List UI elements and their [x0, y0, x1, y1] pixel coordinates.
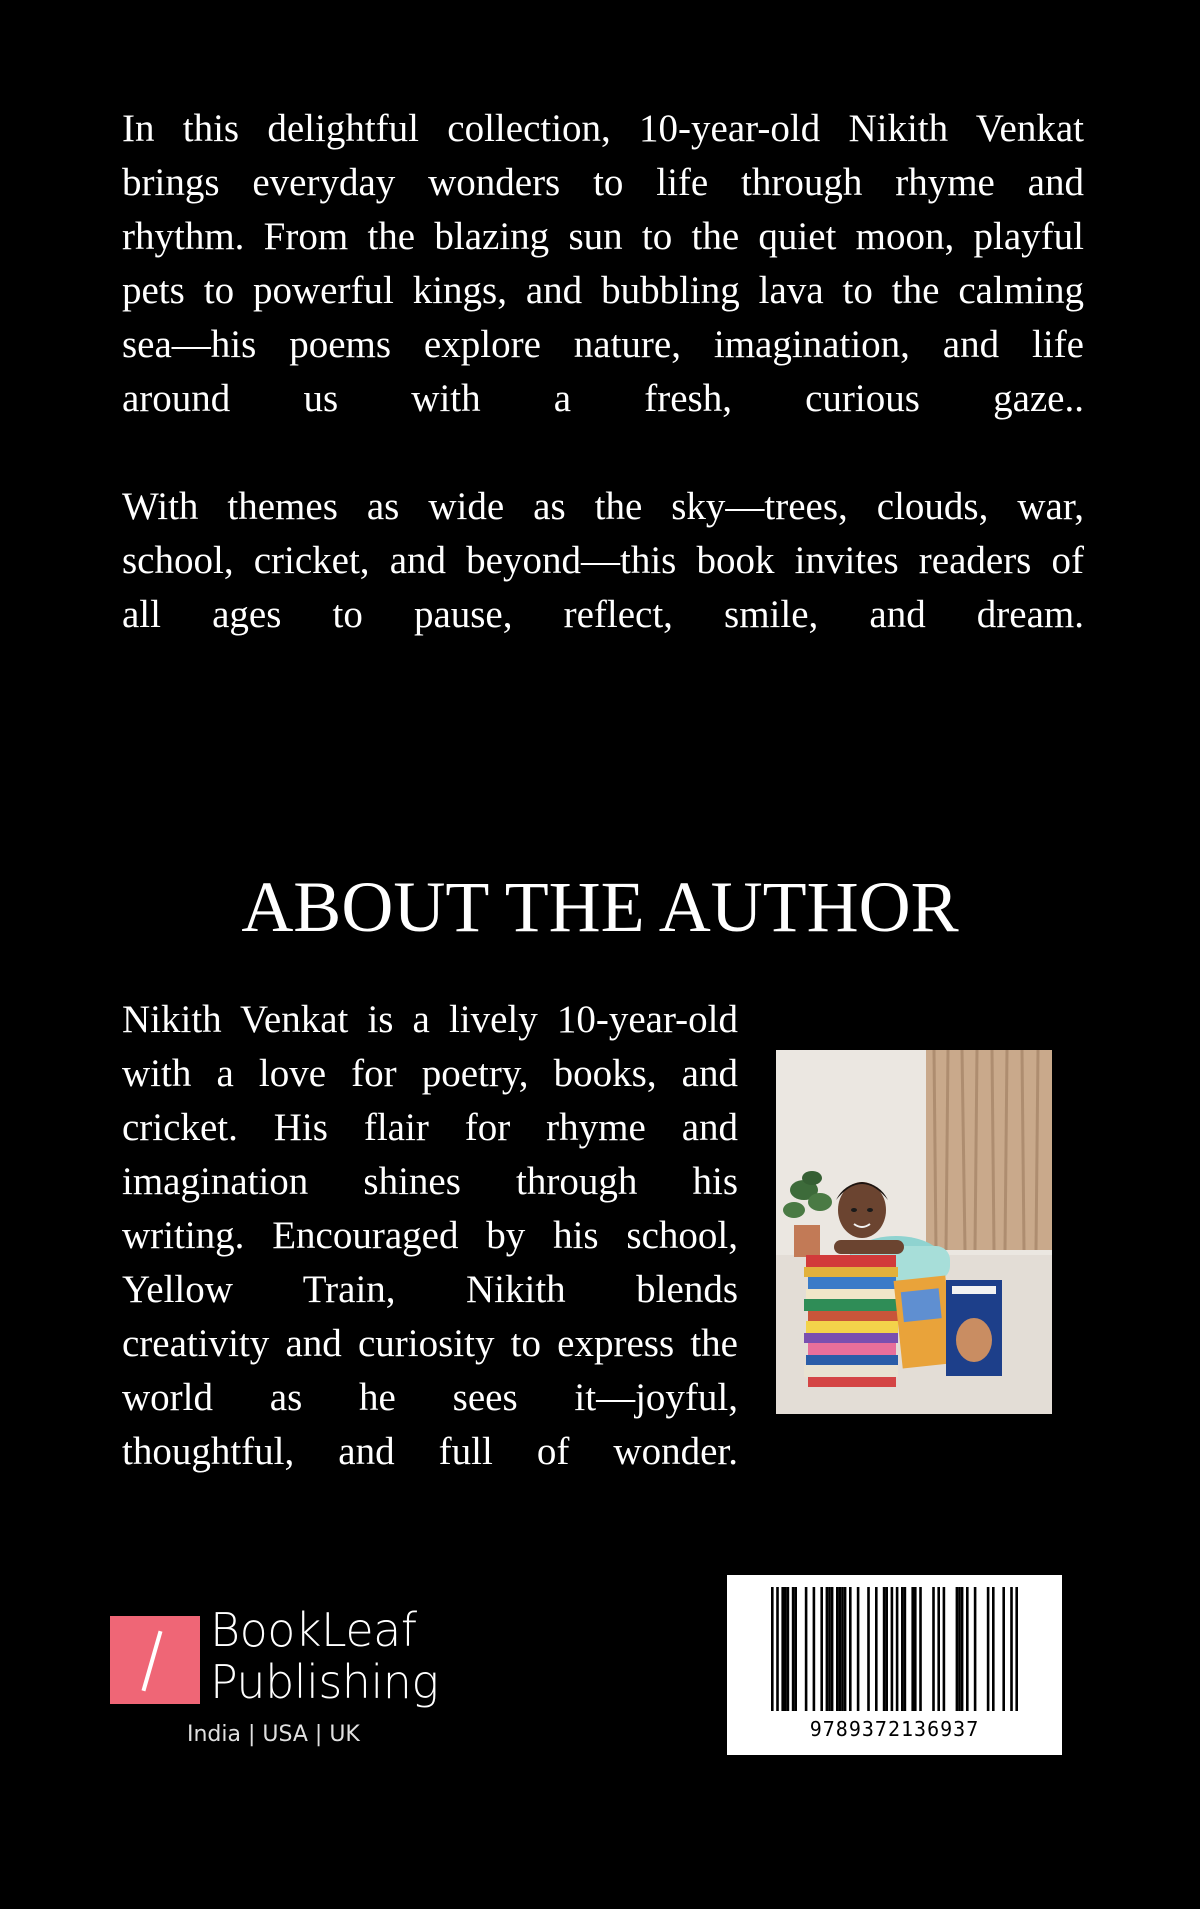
publisher-regions: India | USA | UK: [187, 1722, 360, 1747]
barcode-bar: [901, 1587, 904, 1711]
barcode-bar: [813, 1587, 816, 1711]
barcode-bar: [883, 1587, 886, 1711]
barcode-bar: [919, 1587, 922, 1711]
barcode-bar: [961, 1587, 964, 1711]
barcode-bar: [1002, 1587, 1005, 1711]
bio-line: Yellow Train, Nikith blends: [122, 1268, 738, 1311]
barcode-bar: [841, 1587, 844, 1711]
barcode-bar: [844, 1587, 847, 1711]
barcode-bar: [787, 1587, 790, 1711]
barcode-bar: [1015, 1587, 1018, 1711]
barcode-bar: [826, 1587, 829, 1711]
bio-line: world as he sees it—joyful,: [122, 1376, 738, 1419]
blurb-line: rhythm. From the blazing sun to the quiet moon, playful: [122, 215, 1084, 258]
blurb-line: brings everyday wonders to life through rhyme and: [122, 161, 1084, 204]
barcode-bar: [776, 1587, 779, 1711]
barcode-bar: [987, 1587, 990, 1711]
barcode-bar: [867, 1587, 870, 1711]
bio-line: thoughtful, and full of wonder.: [122, 1430, 738, 1473]
bio-line: with a love for poetry, books, and: [122, 1052, 738, 1095]
barcode-bar: [828, 1587, 831, 1711]
author-photo: [776, 1050, 1052, 1414]
blurb-line: In this delightful collection, 10-year-old Nikith Venkat: [122, 107, 1084, 150]
publisher-name-line: Publishing: [210, 1655, 439, 1709]
barcode-bar: [792, 1587, 795, 1711]
publisher-name-line: BookLeaf: [210, 1603, 417, 1657]
barcode-bar: [839, 1587, 842, 1711]
bio-line: imagination shines through his: [122, 1160, 738, 1203]
bio-line: cricket. His flair for rhyme and: [122, 1106, 738, 1149]
publisher-name: [210, 1604, 439, 1708]
isbn-barcode: [727, 1575, 1062, 1755]
blurb-line: With themes as wide as the sky—trees, clouds, war,: [122, 485, 1084, 528]
barcode-bar: [911, 1587, 914, 1711]
barcode-bar: [781, 1587, 784, 1711]
bio-line: Nikith Venkat is a lively 10-year-old: [122, 998, 738, 1041]
barcode-bar: [937, 1587, 940, 1711]
barcode-bar: [820, 1587, 823, 1711]
barcode-bar: [1010, 1587, 1013, 1711]
barcode-bar: [896, 1587, 899, 1711]
blurb-line: all ages to pause, reflect, smile, and dream.: [122, 593, 1084, 636]
barcode-bar: [904, 1587, 907, 1711]
barcode-bar: [914, 1587, 917, 1711]
blurb-line: sea—his poems explore nature, imagination, and life: [122, 323, 1084, 366]
barcode-bar: [805, 1587, 808, 1711]
publisher-logo: [110, 1603, 450, 1752]
barcode-bar: [885, 1587, 888, 1711]
book-blurb: [122, 102, 1084, 696]
blurb-paragraph-1: [122, 102, 1084, 426]
barcode-bar: [974, 1587, 977, 1711]
barcode-bar: [831, 1587, 834, 1711]
barcode-bar: [784, 1587, 787, 1711]
about-author-heading: ABOUT THE AUTHOR: [241, 867, 959, 947]
bio-line: writing. Encouraged by his school,: [122, 1214, 738, 1257]
barcode-bar: [891, 1587, 894, 1711]
barcode-bar: [943, 1587, 946, 1711]
barcode-bar: [956, 1587, 959, 1711]
barcode-bar: [958, 1587, 961, 1711]
barcode-bar: [992, 1587, 995, 1711]
isbn-number: 9789372136937: [809, 1717, 980, 1741]
blurb-line: pets to powerful kings, and bubbling lava to the calming: [122, 269, 1084, 312]
publisher-mark-icon: [110, 1616, 200, 1704]
barcode-bar: [849, 1587, 852, 1711]
blurb-line: around us with a fresh, curious gaze..: [122, 377, 1084, 420]
author-bio: [122, 993, 738, 1479]
barcode-bar: [836, 1587, 839, 1711]
bio-line: creativity and curiosity to express the: [122, 1322, 738, 1365]
barcode-bar: [794, 1587, 797, 1711]
barcode-bar: [875, 1587, 878, 1711]
barcode-bar: [966, 1587, 969, 1711]
barcode-bar: [771, 1587, 774, 1711]
blurb-paragraph-2: [122, 480, 1084, 642]
barcode-bar: [857, 1587, 860, 1711]
blurb-line: school, cricket, and beyond—this book invites readers of: [122, 539, 1084, 582]
barcode-bar: [932, 1587, 935, 1711]
